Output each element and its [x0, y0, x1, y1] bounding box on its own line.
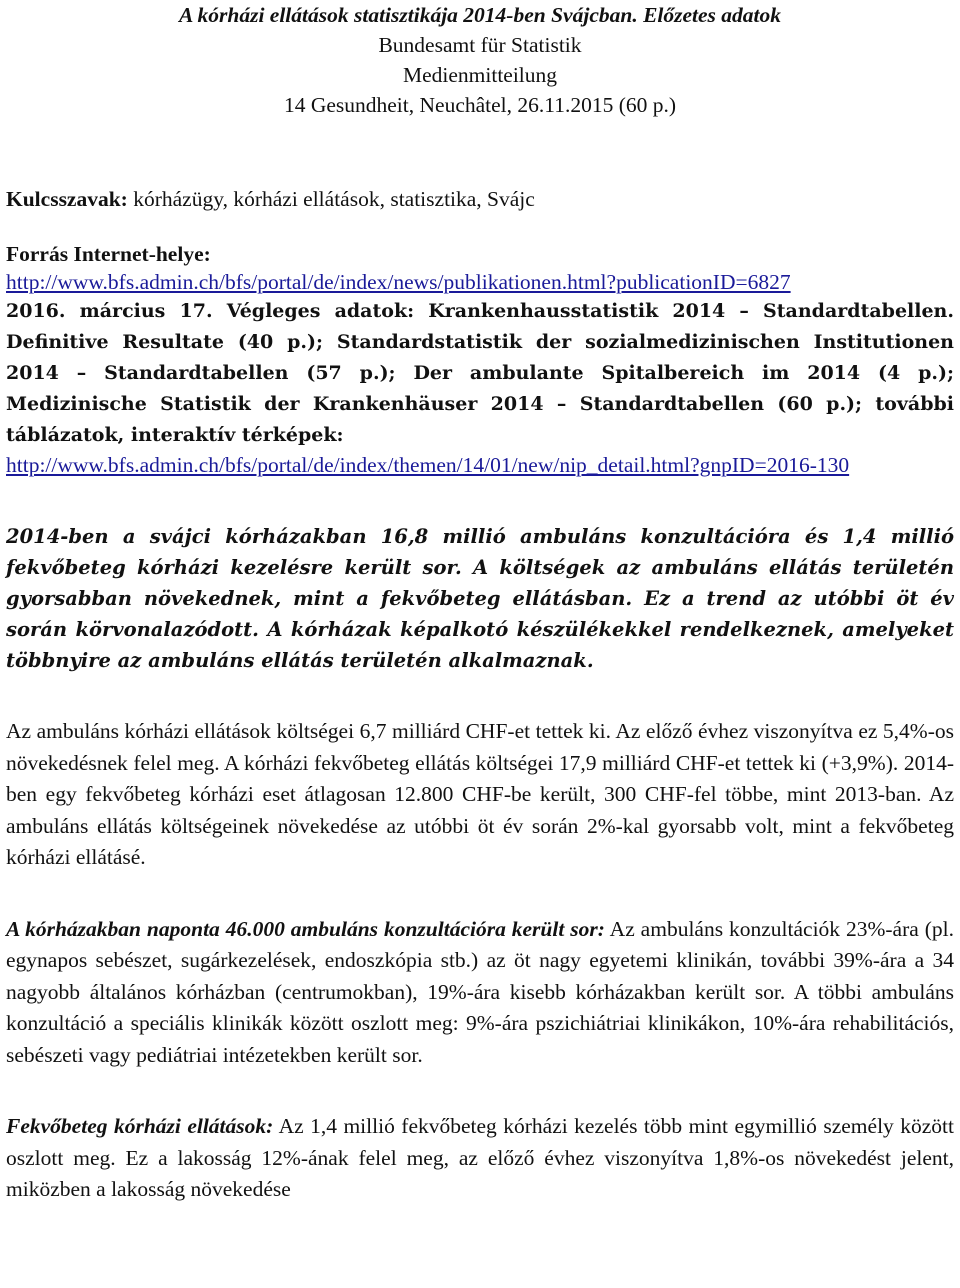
keywords-line	[6, 184, 954, 214]
ambulatory-text: Az ambuláns konzultációk 23%-ára (pl. egynapos sebészet, sugárkezelések, endoszkópia stb.) az öt nagy egyetemi klinikán, további 39%-ára a 34 nagyobb általános kórházban (centrumokban), 19%-ára kisebb kórházakban került sor. A többi ambuláns konzultáció a speciális klinikák között oszlott meg: 9%-ára pszichiátriai klinikákon, 10%-ára rehabilitációs, sebészeti vagy pediátriai intézetekben került sor.	[6, 916, 954, 1067]
document-title: A kórházi ellátások statisztikája 2014-ben Svájcban. Előzetes adatok	[178, 3, 782, 27]
inpatient-text: Az 1,4 millió fekvőbeteg kórházi kezelés több mint egymillió személy között oszlott meg. Ez a lakosság 12%-ának felel meg, az előző évhez viszonyítva 1,8%-os növekedést jelent, miközben a lakosság növekedése	[6, 1114, 954, 1201]
keywords-text: kórházügy, kórházi ellátások, statisztika, Svájc	[133, 187, 535, 211]
final-data-block	[6, 296, 954, 479]
publication-type: Medienmitteilung	[402, 63, 558, 87]
final-data-link[interactable]: http://www.bfs.admin.ch/bfs/portal/de/index/themen/14/01/new/nip_detail.html?gnpID=2016-130	[6, 453, 850, 477]
ambulatory-lead: A kórházakban naponta 46.000 ambuláns konzultációra került sor:	[6, 916, 605, 941]
publication-reference: 14 Gesundheit, Neuchâtel, 26.11.2015 (60 p.)	[283, 93, 677, 117]
keywords-label: Kulcsszavak:	[6, 187, 128, 211]
source-link[interactable]: http://www.bfs.admin.ch/bfs/portal/de/index/news/publikationen.html?publicationID=6827	[6, 270, 791, 294]
inpatient-paragraph	[6, 1111, 954, 1206]
source-block	[6, 240, 954, 296]
costs-paragraph: Az ambuláns kórházi ellátások költségei 6,7 milliárd CHF-et tettek ki. Az előző évhez viszonyítva ez 5,4%-os növekedésnek felel meg. A kórházi fekvőbeteg ellátás költségei 17,9 milliárd CHF-et tettek ki (+3,9%). 2014-ben egy fekvőbeteg kórházi eset átlagosan 12.800 CHF-be került, 300 CHF-fel többe, mint 2013-ban. Az ambuláns ellátás költségeinek növekedése az utóbbi öt év során 2%-kal gyorsabb volt, mint a fekvőbeteg kórházi ellátásé.	[6, 719, 954, 869]
final-data-text: 2016. március 17. Végleges adatok: Krankenhausstatistik 2014 – Standardtabellen. Definitive Resultate (40 p.); Standardstatistik der sozialmedizinischen Institutionen 2014 – Standardtabellen (57 p.); Der ambulante Spitalbereich im 2014 (4 p.); Medizinische Statistik der Krankenhäuser 2014 – Standardtabellen (60 p.); további táblázatok, interaktív térképek:	[6, 300, 954, 446]
publisher: Bundesamt für Statistik	[378, 33, 582, 57]
ambulatory-paragraph	[6, 914, 954, 1072]
summary-paragraph: 2014-ben a svájci kórházakban 16,8 millió ambuláns konzultációra és 1,4 millió fekvőbeteg kórházi kezelésre került sor. A költségek az ambuláns ellátás területén gyorsabban növekednek, mint a fekvőbeteg ellátásban. Ez a trend az utóbbi öt év során körvonalazódott. A kórházak képalkotó készülékekkel rendelkeznek, amelyeket többnyire az ambuláns ellátás területén alkalmaznak.	[6, 525, 954, 672]
document-header	[6, 0, 954, 120]
source-label: Forrás Internet-helye:	[6, 242, 211, 266]
inpatient-lead: Fekvőbeteg kórházi ellátások:	[6, 1114, 274, 1138]
